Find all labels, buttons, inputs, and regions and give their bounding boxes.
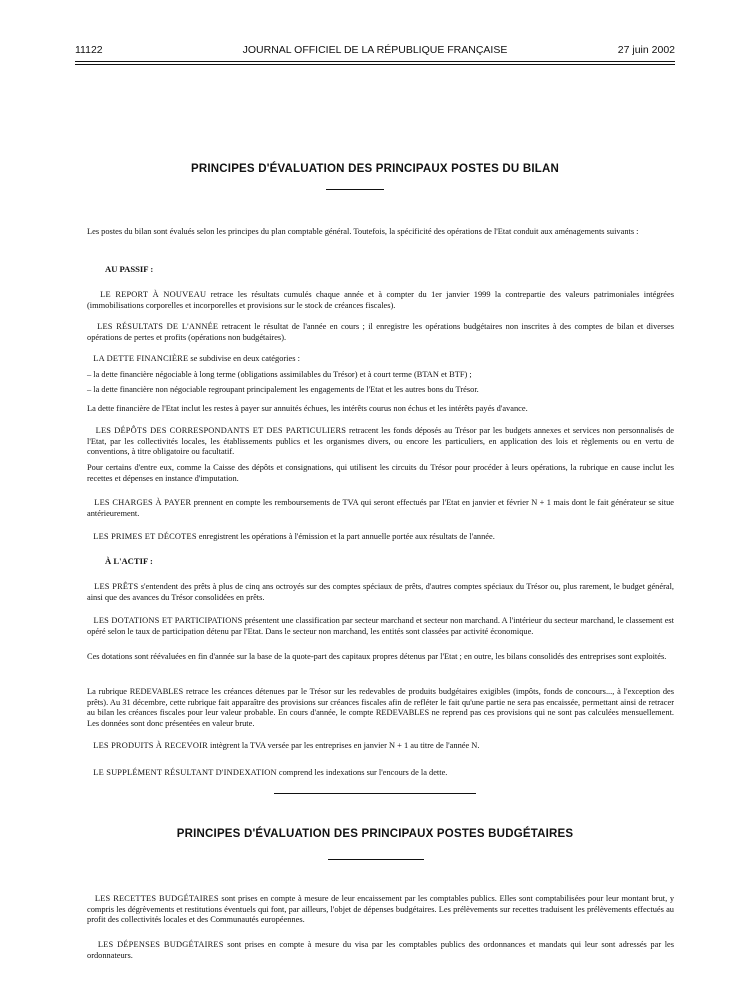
produits-text: intègrent la TVA versée par les entreprises en janvier N + 1 au titre de l'année N. [207, 741, 480, 750]
primes-text: enregistrent les opérations à l'émission et la part annuelle portée aux résultats de l'année. [196, 532, 495, 541]
redevables-paragraph: La rubrique REDEVABLES retrace les créances détenues par le Trésor sur les redevables de produits budgétaires exigibles (impôts, fonds de concours..., à l'exception des prêts). Au 31 décembre, cette rubrique fait apparaître des provisions sur créances fiscales afin de refléter le fait qu'une partie ne sera pas encaissée, permettant ainsi de retracer au bilan les créances fiscales pour leur valeur probable. En cours d'année, le compte REDEVABLES ne reprend pas ces provisions qui ne sont pas calculées mensuellement. Les données sont donc présentées en valeur brute. [87, 687, 674, 728]
resultats-text: retracent le résultat de l'année en cours ; il enregistre les opérations budgétaires non inscrites à des comptes de bilan et diverses opérations de pertes et profits (opérations non budgétaires). [87, 322, 674, 342]
primes-paragraph [87, 532, 674, 543]
produits-term: LES PRODUITS À RECEVOIR [93, 741, 208, 750]
depenses-text: sont prises en compte à mesure du visa par les comptables publics des ordonnances et mandats qui leur sont adressés par les ordonnateurs. [87, 940, 675, 960]
dotations-note: Ces dotations sont réévaluées en fin d'année sur la base de la quote-part des capitaux propres détenus par l'Etat ; en outre, les bilans consolidés des entreprises sont exploités. [87, 652, 667, 661]
charges-term: LES CHARGES À PAYER [94, 498, 192, 507]
recettes-text: sont prises en compte à mesure de leur encaissement par les comptables publics. Elles sont comptabilisées pour leur montant brut, y compris les dégrèvements et restitutions éventuels qui font, par ailleurs, l'objet de dépenses budgétaires. Les prélèvements sur recettes traduisent les prélèvements effectués au profit des collectivités locales et des Communautés européennes. [87, 894, 675, 924]
supplement-term: LE SUPPLÉMENT RÉSULTANT D'INDEXATION [93, 768, 277, 777]
section-title-bilan: PRINCIPES D'ÉVALUATION DES PRINCIPAUX POSTES DU BILAN [191, 163, 559, 175]
header-rule-double [75, 64, 675, 65]
depots-text: retracent les fonds déposés au Trésor par les budgets annexes et services non personnalisés de l'Etat, par les collectivités locales, les établissements publics et les organismes divers, ou encore les particuliers, en application des lois et règlements ou en vertu de conventions, à titre obligatoire ou facultatif. [87, 426, 674, 456]
charges-paragraph [87, 498, 674, 519]
prets-text: s'entendent des prêts à plus de cinq ans octroyés sur des comptes spéciaux de prêts, d'autres comptes spéciaux du Trésor ou, plus rarement, le budget général, ainsi que des avances du Trésor consolidées en prêts. [87, 582, 675, 602]
dotations-term: LES DOTATIONS ET PARTICIPATIONS [93, 616, 243, 625]
produits-paragraph [87, 741, 674, 752]
depots-note: Pour certains d'entre eux, comme la Caisse des dépôts et consignations, qui utilisent les circuits du Trésor pour procéder à leurs opérations, la rubrique en cause inclut les recettes et dépenses en instance d'imputation. [87, 463, 674, 483]
depots-paragraph [87, 426, 674, 458]
recettes-term: LES RECETTES BUDGÉTAIRES [94, 894, 219, 903]
charges-text: prennent en compte les remboursements de TVA qui seront effectués par l'Etat en janvier et février N + 1 mais dont le fait générateur se situe antérieurement. [87, 498, 674, 518]
depenses-term: LES DÉPENSES BUDGÉTAIRES [97, 940, 224, 949]
supplement-paragraph [87, 768, 674, 779]
page-number: 11122 [75, 44, 103, 56]
section-separator [274, 793, 476, 794]
dette-term: LA DETTE FINANCIÈRE [93, 354, 189, 363]
prets-term: LES PRÊTS [94, 582, 139, 591]
dette-text: se subdivise en deux catégories : [188, 354, 300, 363]
section-title-budgetaires: PRINCIPES D'ÉVALUATION DES PRINCIPAUX POSTES BUDGÉTAIRES [176, 828, 574, 840]
report-paragraph [87, 290, 674, 311]
dotations-text: présentent une classification par secteur marchand et secteur non marchand. A l'intérieur du secteur marchand, le classement est opéré selon le taux de participation détenu par l'Etat. Dans le secteur non marchand, les entités sont classées par activité économique. [87, 616, 674, 636]
primes-term: LES PRIMES ET DÉCOTES [93, 532, 197, 541]
recettes-paragraph [87, 894, 674, 926]
prets-paragraph [87, 582, 674, 603]
resultats-paragraph [87, 322, 674, 343]
journal-name: JOURNAL OFFICIEL DE LA RÉPUBLIQUE FRANÇAISE [242, 44, 508, 56]
report-term: LE REPORT À NOUVEAU [100, 290, 207, 299]
dette-item-1: – la dette financière négociable à long terme (obligations assimilables du Trésor) et à court terme (BTAN et BTF) ; [87, 370, 472, 379]
page-header [75, 44, 675, 60]
dette-note: La dette financière de l'Etat inclut les restes à payer sur annuités échues, les intérêts courus non échus et les intérêts payés d'avance. [87, 404, 528, 413]
actif-heading: À L'ACTIF : [105, 556, 153, 566]
dette-paragraph [87, 354, 674, 365]
supplement-text: comprend les indexations sur l'encours de la dette. [276, 768, 448, 777]
report-text: retrace les résultats cumulés chaque année et à compter du 1er janvier 1999 la contrepartie des valeurs patrimoniales intégrées (immobilisations corporelles et incorporelles et provisions sur le stock de créances fiscales). [87, 290, 674, 310]
passif-heading: AU PASSIF : [105, 264, 154, 274]
title-separator-2 [328, 859, 424, 860]
title-separator [326, 189, 384, 190]
intro-paragraph: Les postes du bilan sont évalués selon les principes du plan comptable général. Toutefois, la spécificité des opérations de l'Etat conduit aux aménagements suivants : [87, 227, 639, 236]
dette-item-2: – la dette financière non négociable regroupant principalement les engagements de l'Etat et les autres bons du Trésor. [87, 385, 479, 394]
resultats-term: LES RÉSULTATS DE L'ANNÉE [97, 322, 219, 331]
depenses-paragraph [87, 940, 674, 961]
header-rule [75, 61, 675, 62]
issue-date: 27 juin 2002 [617, 44, 675, 56]
depots-term: LES DÉPÔTS DES CORRESPONDANTS ET DES PARTICULIERS [95, 426, 347, 435]
dotations-paragraph [87, 616, 674, 637]
